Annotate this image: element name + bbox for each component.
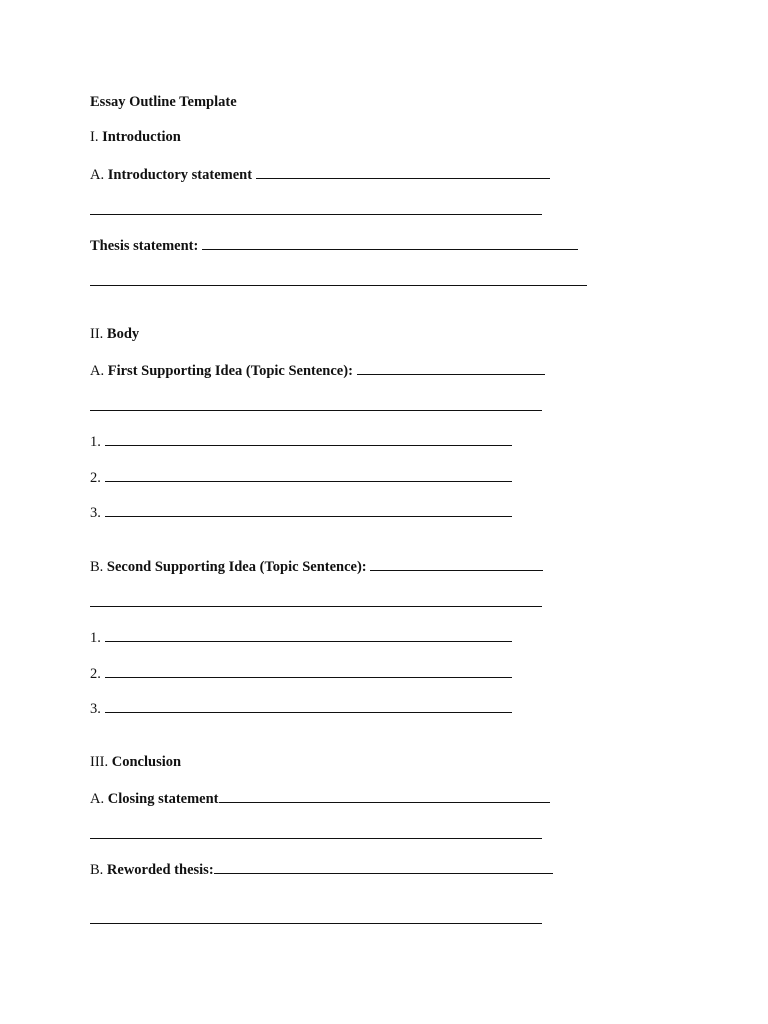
second-idea-point-1 xyxy=(90,627,512,647)
point-number: 1. xyxy=(90,434,101,450)
reworded-thesis-blank-line2[interactable] xyxy=(90,909,542,924)
reworded-thesis-row xyxy=(90,859,553,879)
thesis-statement-label: Thesis statement: xyxy=(90,238,199,254)
first-idea-point-2 xyxy=(90,467,512,487)
item-letter: B. xyxy=(90,862,104,878)
closing-statement-blank-line2[interactable] xyxy=(90,824,542,839)
thesis-statement-continuation xyxy=(90,271,587,291)
section-numeral: II. xyxy=(90,326,104,342)
point-number: 1. xyxy=(90,630,101,646)
point-blank[interactable] xyxy=(105,502,512,517)
first-idea-point-1 xyxy=(90,431,512,451)
section-numeral: I. xyxy=(90,129,99,145)
second-supporting-idea-blank[interactable] xyxy=(370,556,543,571)
first-supporting-idea-label: First Supporting Idea (Topic Sentence): xyxy=(107,363,353,379)
first-supporting-idea-continuation xyxy=(90,396,542,416)
introductory-statement-continuation xyxy=(90,200,542,220)
point-number: 3. xyxy=(90,701,101,717)
point-number: 2. xyxy=(90,666,101,682)
second-supporting-idea-label: Second Supporting Idea (Topic Sentence): xyxy=(106,559,367,575)
section-title: Introduction xyxy=(102,129,181,145)
thesis-statement-row xyxy=(90,235,578,255)
document-title: Essay Outline Template xyxy=(90,94,237,110)
reworded-thesis-label: Reworded thesis: xyxy=(106,862,214,878)
closing-statement-continuation xyxy=(90,824,542,844)
point-number: 3. xyxy=(90,505,101,521)
introductory-statement-label: Introductory statement xyxy=(107,167,253,183)
introductory-statement-row xyxy=(90,164,550,184)
reworded-thesis-blank-continued[interactable] xyxy=(350,859,553,874)
first-supporting-idea-blank-line2[interactable] xyxy=(90,396,542,411)
point-blank[interactable] xyxy=(105,627,512,642)
point-blank[interactable] xyxy=(105,698,512,713)
introductory-statement-blank-line2[interactable] xyxy=(90,200,542,215)
point-blank[interactable] xyxy=(105,431,512,446)
second-supporting-idea-continuation xyxy=(90,592,542,612)
first-supporting-idea-row xyxy=(90,360,545,380)
second-idea-point-2 xyxy=(90,663,512,683)
point-number: 2. xyxy=(90,470,101,486)
section-introduction-heading xyxy=(90,128,181,146)
point-blank[interactable] xyxy=(105,663,512,678)
closing-statement-label: Closing statement xyxy=(107,791,219,807)
first-supporting-idea-blank[interactable] xyxy=(357,360,545,375)
thesis-statement-blank[interactable] xyxy=(202,235,578,250)
section-title: Body xyxy=(106,326,140,342)
second-supporting-idea-blank-line2[interactable] xyxy=(90,592,542,607)
second-supporting-idea-row xyxy=(90,556,543,576)
closing-statement-row xyxy=(90,788,550,808)
section-conclusion-heading xyxy=(90,753,181,771)
item-letter: A. xyxy=(90,167,105,183)
point-blank[interactable] xyxy=(105,467,512,482)
second-idea-point-3 xyxy=(90,698,512,718)
item-letter: A. xyxy=(90,363,105,379)
section-body-heading xyxy=(90,325,139,343)
section-title: Conclusion xyxy=(111,754,182,770)
item-letter: A. xyxy=(90,791,105,807)
reworded-thesis-blank[interactable] xyxy=(214,859,350,874)
section-numeral: III. xyxy=(90,754,109,770)
reworded-thesis-continuation xyxy=(90,909,542,929)
thesis-statement-blank-line2[interactable] xyxy=(90,271,587,286)
item-letter: B. xyxy=(90,559,104,575)
first-idea-point-3 xyxy=(90,502,512,522)
introductory-statement-blank[interactable] xyxy=(256,164,550,179)
closing-statement-blank[interactable] xyxy=(219,788,550,803)
